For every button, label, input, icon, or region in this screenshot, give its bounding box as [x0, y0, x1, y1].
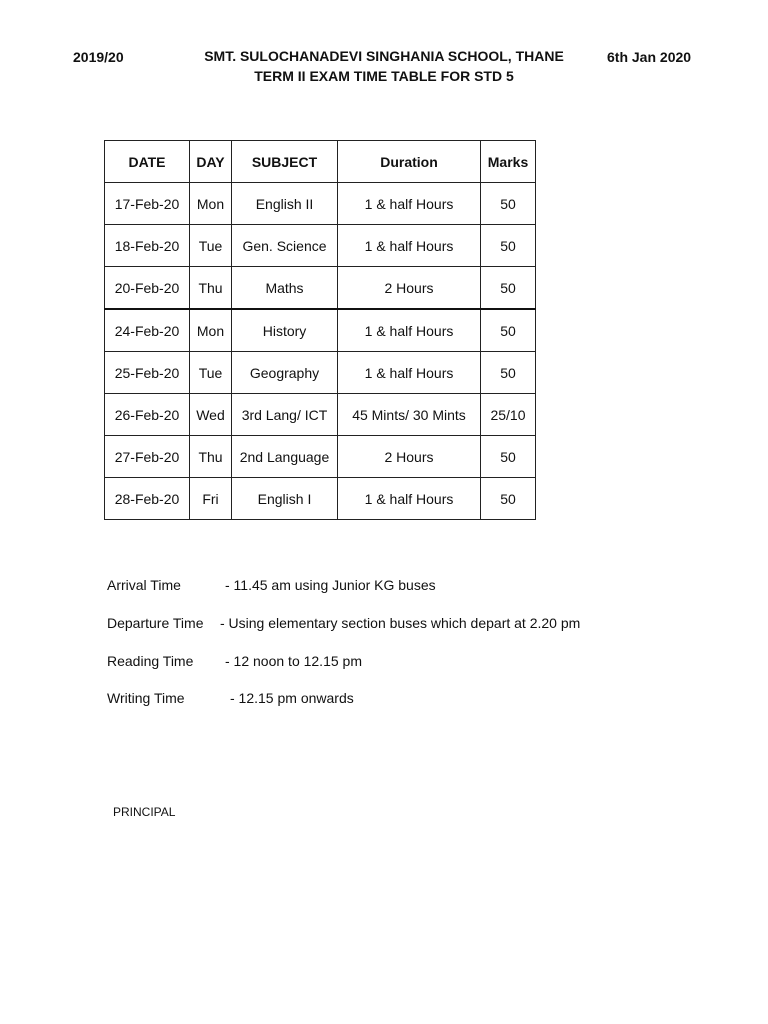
column-header-date: DATE	[105, 141, 190, 183]
reading-time-label: Reading Time	[107, 653, 194, 669]
cell-subject: Geography	[232, 352, 338, 394]
arrival-time-line	[107, 576, 436, 594]
table-header-row	[105, 141, 536, 183]
document-subtitle: TERM II EXAM TIME TABLE FOR STD 5	[254, 68, 514, 84]
column-header-duration: Duration	[338, 141, 481, 183]
cell-marks: 50	[481, 225, 536, 267]
cell-duration: 1 & half Hours	[338, 183, 481, 225]
cell-duration: 2 Hours	[338, 267, 481, 310]
reading-time-value: - 12 noon to 12.15 pm	[225, 653, 362, 669]
cell-day: Mon	[190, 309, 232, 352]
table-row	[105, 394, 536, 436]
cell-marks: 50	[481, 478, 536, 520]
table-row	[105, 309, 536, 352]
cell-day: Thu	[190, 267, 232, 310]
table-row	[105, 478, 536, 520]
cell-day: Mon	[190, 183, 232, 225]
table-row	[105, 436, 536, 478]
cell-date: 28-Feb-20	[105, 478, 190, 520]
cell-subject: English I	[232, 478, 338, 520]
column-header-day: DAY	[190, 141, 232, 183]
cell-day: Wed	[190, 394, 232, 436]
cell-date: 25-Feb-20	[105, 352, 190, 394]
cell-date: 17-Feb-20	[105, 183, 190, 225]
departure-time-line	[107, 614, 580, 632]
cell-marks: 50	[481, 309, 536, 352]
table-row	[105, 183, 536, 225]
cell-date: 27-Feb-20	[105, 436, 190, 478]
departure-time-label: Departure Time	[107, 615, 204, 631]
cell-duration: 1 & half Hours	[338, 352, 481, 394]
cell-day: Tue	[190, 352, 232, 394]
cell-subject: English II	[232, 183, 338, 225]
table-row	[105, 352, 536, 394]
cell-subject: 3rd Lang/ ICT	[232, 394, 338, 436]
cell-day: Tue	[190, 225, 232, 267]
table-row	[105, 267, 536, 310]
cell-duration: 1 & half Hours	[338, 309, 481, 352]
cell-date: 18-Feb-20	[105, 225, 190, 267]
cell-duration: 1 & half Hours	[338, 478, 481, 520]
cell-duration: 2 Hours	[338, 436, 481, 478]
cell-duration: 1 & half Hours	[338, 225, 481, 267]
cell-marks: 25/10	[481, 394, 536, 436]
cell-duration: 45 Mints/ 30 Mints	[338, 394, 481, 436]
academic-year: 2019/20	[73, 49, 124, 65]
arrival-time-value: - 11.45 am using Junior KG buses	[225, 577, 436, 593]
cell-subject: Gen. Science	[232, 225, 338, 267]
cell-marks: 50	[481, 183, 536, 225]
cell-date: 26-Feb-20	[105, 394, 190, 436]
document-date: 6th Jan 2020	[607, 49, 692, 65]
reading-time-line	[107, 652, 362, 670]
table-row	[105, 225, 536, 267]
school-name: SMT. SULOCHANADEVI SINGHANIA SCHOOL, THANE	[204, 48, 564, 64]
cell-day: Fri	[190, 478, 232, 520]
cell-date: 24-Feb-20	[105, 309, 190, 352]
cell-day: Thu	[190, 436, 232, 478]
column-header-subject: SUBJECT	[232, 141, 338, 183]
writing-time-label: Writing Time	[107, 690, 185, 706]
departure-time-value: - Using elementary section buses which depart at 2.20 pm	[220, 615, 581, 631]
principal-signature-label: PRINCIPAL	[113, 805, 176, 819]
cell-marks: 50	[481, 267, 536, 310]
column-header-marks: Marks	[481, 141, 536, 183]
writing-time-line	[107, 689, 354, 707]
cell-marks: 50	[481, 436, 536, 478]
cell-date: 20-Feb-20	[105, 267, 190, 310]
cell-subject: History	[232, 309, 338, 352]
writing-time-value: - 12.15 pm onwards	[230, 690, 354, 706]
exam-timetable	[104, 140, 536, 520]
arrival-time-label: Arrival Time	[107, 577, 181, 593]
cell-marks: 50	[481, 352, 536, 394]
cell-subject: Maths	[232, 267, 338, 310]
cell-subject: 2nd Language	[232, 436, 338, 478]
